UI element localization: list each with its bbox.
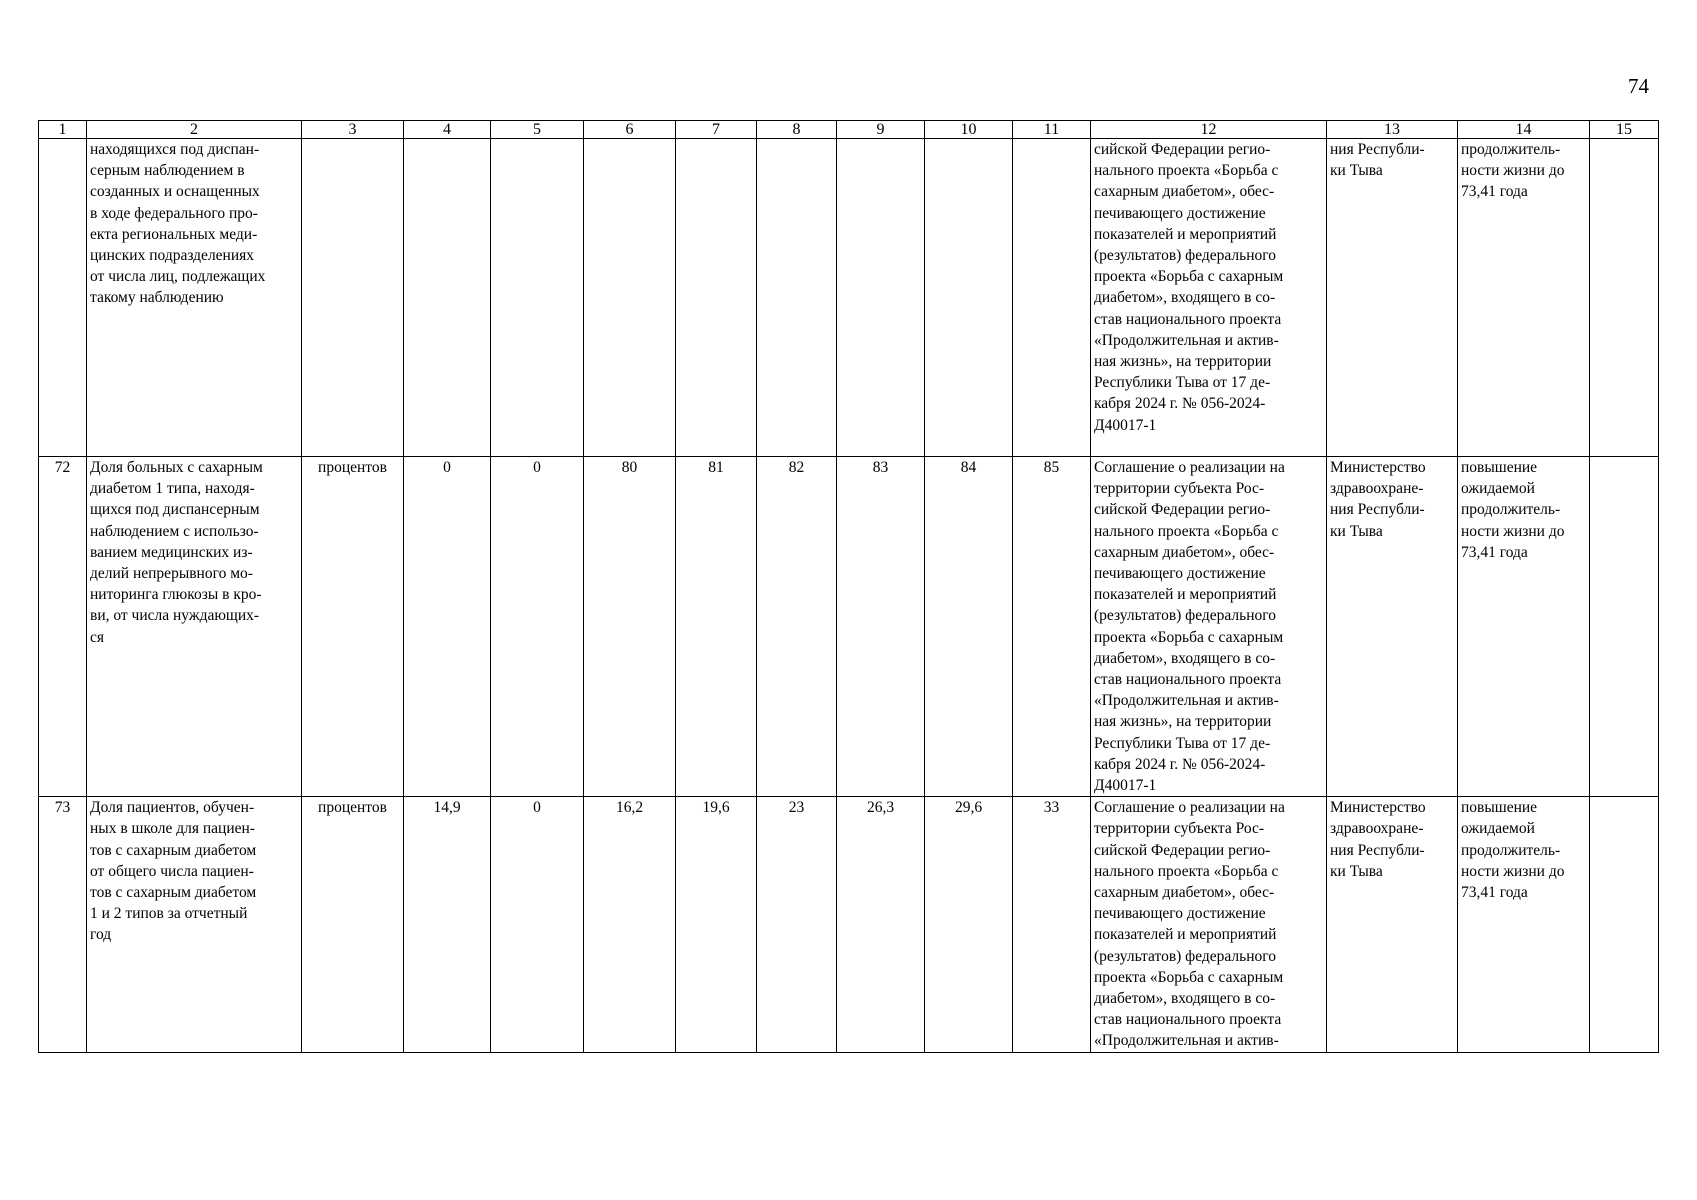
- document-cell: сийской Федерации регио- нального проекта «Борьба с сахарным диабетом», обес- печивающего достижение показателей и мероприятий (результатов) федерального проекта «Борьба с сахарным диабетом», входящего в со- став национального проекта «Продолжительная и актив- ная жизнь», на территории Республики Тыва от 17 де- кабря 2024 г. № 056-2024- Д40017-1: [1091, 139, 1327, 457]
- empty-cell: [1590, 797, 1659, 1052]
- unit-cell: процентов: [302, 457, 404, 797]
- empty-cell: [1590, 457, 1659, 797]
- row-number-cell: [39, 139, 87, 457]
- responsible-cell: ния Республи- ки Тыва: [1327, 139, 1458, 457]
- value-cell: 83: [837, 457, 925, 797]
- value-cell: 19,6: [676, 797, 757, 1052]
- column-header: 12: [1091, 121, 1327, 139]
- page-number: 74: [1628, 74, 1649, 98]
- indicator-name-cell: Доля пациентов, обучен- ных в школе для пациен- тов с сахарным диабетом от общего числа пациен- тов с сахарным диабетом 1 и 2 типов за отчетный год: [87, 797, 302, 1052]
- table-header-row: [39, 121, 1659, 139]
- value-cell: 80: [584, 457, 676, 797]
- result-cell: повышение ожидаемой продолжитель- ности жизни до 73,41 года: [1458, 797, 1590, 1052]
- column-header: 7: [676, 121, 757, 139]
- value-cell: 26,3: [837, 797, 925, 1052]
- value-cell: 29,6: [925, 797, 1013, 1052]
- value-cell: 16,2: [584, 797, 676, 1052]
- document-cell: Соглашение о реализации на территории субъекта Рос- сийской Федерации регио- нального проекта «Борьба с сахарным диабетом», обес- печивающего достижение показателей и мероприятий (результатов) федерального проекта «Борьба с сахарным диабетом», входящего в со- став национального проекта «Продолжительная и актив- ная жизнь», на территории Республики Тыва от 17 де- кабря 2024 г. № 056-2024- Д40017-1: [1091, 457, 1327, 797]
- indicator-name-cell: находящихся под диспан- серным наблюдением в созданных и оснащенных в ходе федерального про- екта региональных меди- цинских подразделениях от числа лиц, подлежащих такому наблюдению: [87, 139, 302, 457]
- value-cell: [757, 139, 837, 457]
- value-cell: 33: [1013, 797, 1091, 1052]
- column-header: 4: [404, 121, 491, 139]
- value-cell: 0: [404, 457, 491, 797]
- indicators-table: [38, 120, 1659, 1053]
- value-cell: 85: [1013, 457, 1091, 797]
- value-cell: [584, 139, 676, 457]
- column-header: 5: [491, 121, 584, 139]
- column-header: 2: [87, 121, 302, 139]
- table-row: [39, 139, 1659, 457]
- value-cell: 23: [757, 797, 837, 1052]
- indicator-name-cell: Доля больных с сахарным диабетом 1 типа, находя- щихся под диспансерным наблюдением с использо- ванием медицинских из- делий непрерывного мо- ниторинга глюкозы в кро- ви, от числа нуждающих- ся: [87, 457, 302, 797]
- row-number-cell: 72: [39, 457, 87, 797]
- column-header: 8: [757, 121, 837, 139]
- column-header: 1: [39, 121, 87, 139]
- column-header: 10: [925, 121, 1013, 139]
- unit-cell: процентов: [302, 797, 404, 1052]
- value-cell: 0: [491, 797, 584, 1052]
- value-cell: [837, 139, 925, 457]
- result-cell: повышение ожидаемой продолжитель- ности жизни до 73,41 года: [1458, 457, 1590, 797]
- column-header: 15: [1590, 121, 1659, 139]
- value-cell: 81: [676, 457, 757, 797]
- value-cell: [1013, 139, 1091, 457]
- value-cell: 84: [925, 457, 1013, 797]
- responsible-cell: Министерство здравоохране- ния Республи- ки Тыва: [1327, 457, 1458, 797]
- document-cell: Соглашение о реализации на территории субъекта Рос- сийской Федерации регио- нального проекта «Борьба с сахарным диабетом», обес- печивающего достижение показателей и мероприятий (результатов) федерального проекта «Борьба с сахарным диабетом», входящего в со- став национального проекта «Продолжительная и актив-: [1091, 797, 1327, 1052]
- table-row: [39, 457, 1659, 797]
- column-header: 13: [1327, 121, 1458, 139]
- value-cell: [404, 139, 491, 457]
- responsible-cell: Министерство здравоохране- ния Республи- ки Тыва: [1327, 797, 1458, 1052]
- value-cell: [491, 139, 584, 457]
- table-row: [39, 797, 1659, 1052]
- value-cell: [676, 139, 757, 457]
- value-cell: 82: [757, 457, 837, 797]
- value-cell: 14,9: [404, 797, 491, 1052]
- value-cell: 0: [491, 457, 584, 797]
- column-header: 6: [584, 121, 676, 139]
- empty-cell: [1590, 139, 1659, 457]
- result-cell: продолжитель- ности жизни до 73,41 года: [1458, 139, 1590, 457]
- column-header: 3: [302, 121, 404, 139]
- value-cell: [925, 139, 1013, 457]
- column-header: 11: [1013, 121, 1091, 139]
- unit-cell: [302, 139, 404, 457]
- row-number-cell: 73: [39, 797, 87, 1052]
- column-header: 9: [837, 121, 925, 139]
- column-header: 14: [1458, 121, 1590, 139]
